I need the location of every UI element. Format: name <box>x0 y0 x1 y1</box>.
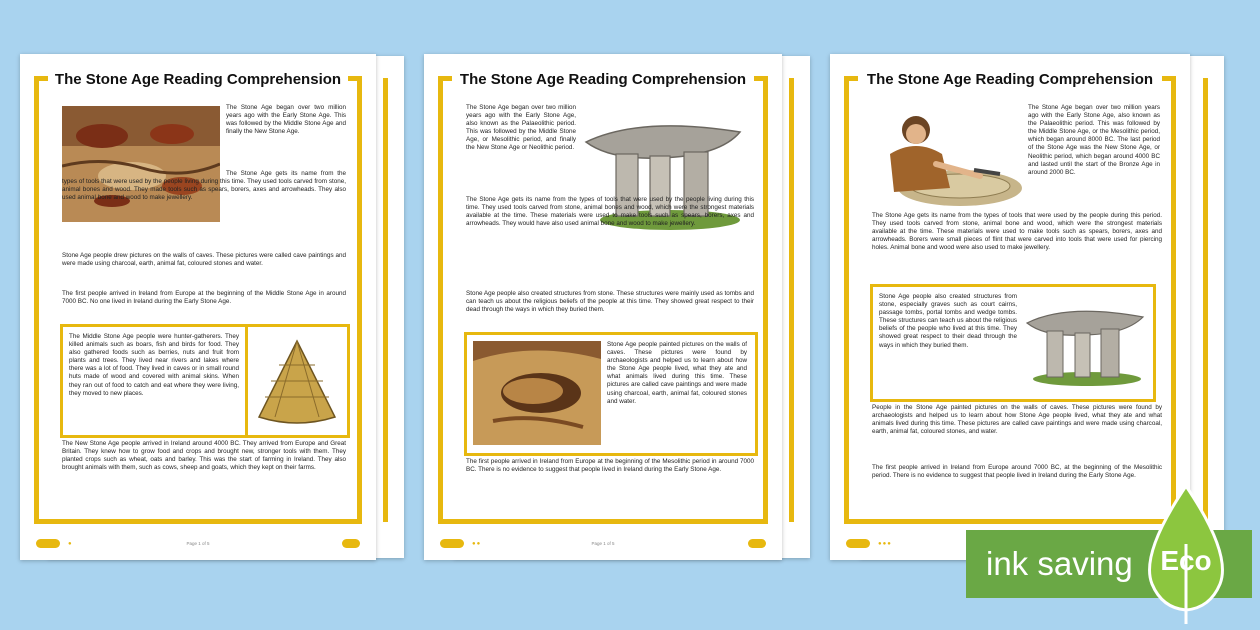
page-title: The Stone Age Reading Comprehension <box>858 68 1162 92</box>
hunter-gatherer-text: The Middle Stone Age people were hunter-gatherers. They killed animals such as boars, fish and birds for food. They also gathered foods such as berries, nuts and fruit from plants and trees. They lived near rivers and lakes where there was a lot of food. They lived in caves or in small round huts made of wood and covered with animal skins. When they ran out of food to catch and eat where they were living, they moved to new places. <box>69 333 239 397</box>
intro-paragraph: The Stone Age began over two million years ago with the Early Stone Age, also known as the Palaeolithic period. This was followed by the Middle Stone Age, or Mesolithic period, and finally the New Stone Age or Neolithic period. <box>466 104 576 152</box>
box-divider <box>245 327 248 435</box>
stone-structures-text: Stone Age people also created structures from stone, especially graves such as court cairns, passage tombs, portal tombs and wedge tombs. These structures can teach us about the religious beliefs of the people who lived at this time. They showed great respect to their dead through the ways in which they buried them. <box>879 293 1017 349</box>
structures-paragraph: Stone Age people also created structures from stone. These structures were mainly used as tombs and can teach us about the religious beliefs of the people at this time. They showed great respect to their dead through the ways in which they buried them. <box>466 290 754 314</box>
stone-structures-box <box>870 284 1156 402</box>
worksheet-page-3 <box>830 54 1190 560</box>
ink-saving-label: ink saving <box>986 545 1133 582</box>
cave-paintings-text: Stone Age people painted pictures on the walls of caves. These pictures were found by archaeologists and helped us to learn about how the Stone Age people lived, what they ate and what animals lived during this time. These pictures are called cave paintings and were made using charcoal, earth, animal fat, coloured stones and water. <box>607 341 747 405</box>
eco-badge-label: Eco <box>1160 545 1212 576</box>
worksheet-page-2 <box>424 54 782 560</box>
level-dots: ● <box>68 541 73 547</box>
cave-paintings-box <box>464 332 758 456</box>
worksheet-page-1 <box>20 54 376 560</box>
cave-paintings-paragraph: People in the Stone Age painted pictures on the walls of caves. These pictures were found by archaeologists and helped us to learn about how Stone Age people lived, what they ate and what animals lived during this time. These pictures are called cave paintings and were made using charcoal, earth, animal fat, coloured stones, and water. <box>872 404 1162 436</box>
ireland-paragraph: The first people arrived in Ireland from Europe around 7000 BC, at the beginning of the Mesolithic period. There is no evidence to suggest that people lived in Ireland during the Early Stone Age. <box>872 464 1162 480</box>
cave-bison-image <box>473 341 601 445</box>
page-title: The Stone Age Reading Comprehension <box>48 68 348 92</box>
tools-paragraph: The Stone Age gets its name from the types of tools that were used by the people living during this time. They used tools carved from stone, animal bones and wood. They made tools such as spears, borers, axes and arrowheads. They also used animal bone and wood to make jewellery. <box>62 170 346 202</box>
intro-paragraph: The Stone Age began over two million years ago with the Early Stone Age. This was followed by the Middle Stone Age and finally the New Stone Age. <box>226 104 346 136</box>
page-footer <box>36 538 360 550</box>
ireland-paragraph: The first people arrived in Ireland from Europe at the beginning of the Mesolithic period in around 7000 BC. There is no evidence to suggest that people lived in Ireland during the Early Stone Age. <box>466 458 754 474</box>
level-dots: ●● <box>472 541 482 547</box>
ireland-paragraph: The first people arrived in Ireland from Europe at the beginning of the Middle Stone Age in around 7000 BC. No one lived in Ireland during the Early Stone Age. <box>62 290 346 306</box>
new-stone-age-paragraph: The New Stone Age people arrived in Ireland around 4000 BC. They arrived from Europe and Great Britain. They knew how to grow food and crops and brought new, stronger tools with them. They planted crops such as wheat, oats and barley. This was the start of farming in Ireland. They also brought animals with them, such as cows, sheep and goats, which they kept on their farms. <box>62 440 346 472</box>
page-number: Page 1 of 5 <box>186 541 210 546</box>
page-frame <box>785 78 794 522</box>
page-number: Page 1 of 5 <box>591 541 615 546</box>
page-frame <box>1199 78 1208 522</box>
portal-tomb-image <box>1023 301 1147 387</box>
cave-paintings-paragraph: Stone Age people drew pictures on the walls of caves. These pictures were called cave paintings and were made using charcoal, earth, animal fat, coloured stones and water. <box>62 252 346 268</box>
hunter-gatherer-box <box>60 324 350 438</box>
page-footer <box>440 538 766 550</box>
tools-paragraph: The Stone Age gets its name from the types of tools that were used by the people during this period. They used tools carved from stone, animal bone and wood, which were the strongest materials available at the time. These materials were used to make tools such as spears, borers, axes and arrowheads. Borers were small pieces of flint that were carved into tools that were used for piercing holes. Animal bone and wood were also used to make jewellery. <box>872 212 1162 252</box>
footer-right-logo <box>342 539 360 548</box>
footer-right-logo <box>748 539 766 548</box>
page-frame <box>379 78 388 522</box>
intro-paragraph: The Stone Age began over two million years ago with the Early Stone Age, also known as the Palaeolithic period. This was followed by the Middle Stone Age, or the Mesolithic period, which began around 8000 BC. The last period of the Stone Age was the New Stone Age, or Neolithic period, which began around 4000 BC and lasted until the start of the Bronze Age in around 2000 BC. <box>1028 104 1160 176</box>
stone-age-man-image <box>870 104 1022 208</box>
level-dots: ●●● <box>878 541 892 547</box>
page-title: The Stone Age Reading Comprehension <box>452 68 754 92</box>
hut-image <box>255 337 339 427</box>
tools-paragraph: The Stone Age gets its name from the types of tools that were used by the people living during this time. They used tools carved from stone, animal bones and wood, which were the strongest materials available at the time. These materials were used to make tools such as spears, borers, axes and arrowheads. They would have also used animal bone and wood to make jewellery. <box>466 196 754 228</box>
